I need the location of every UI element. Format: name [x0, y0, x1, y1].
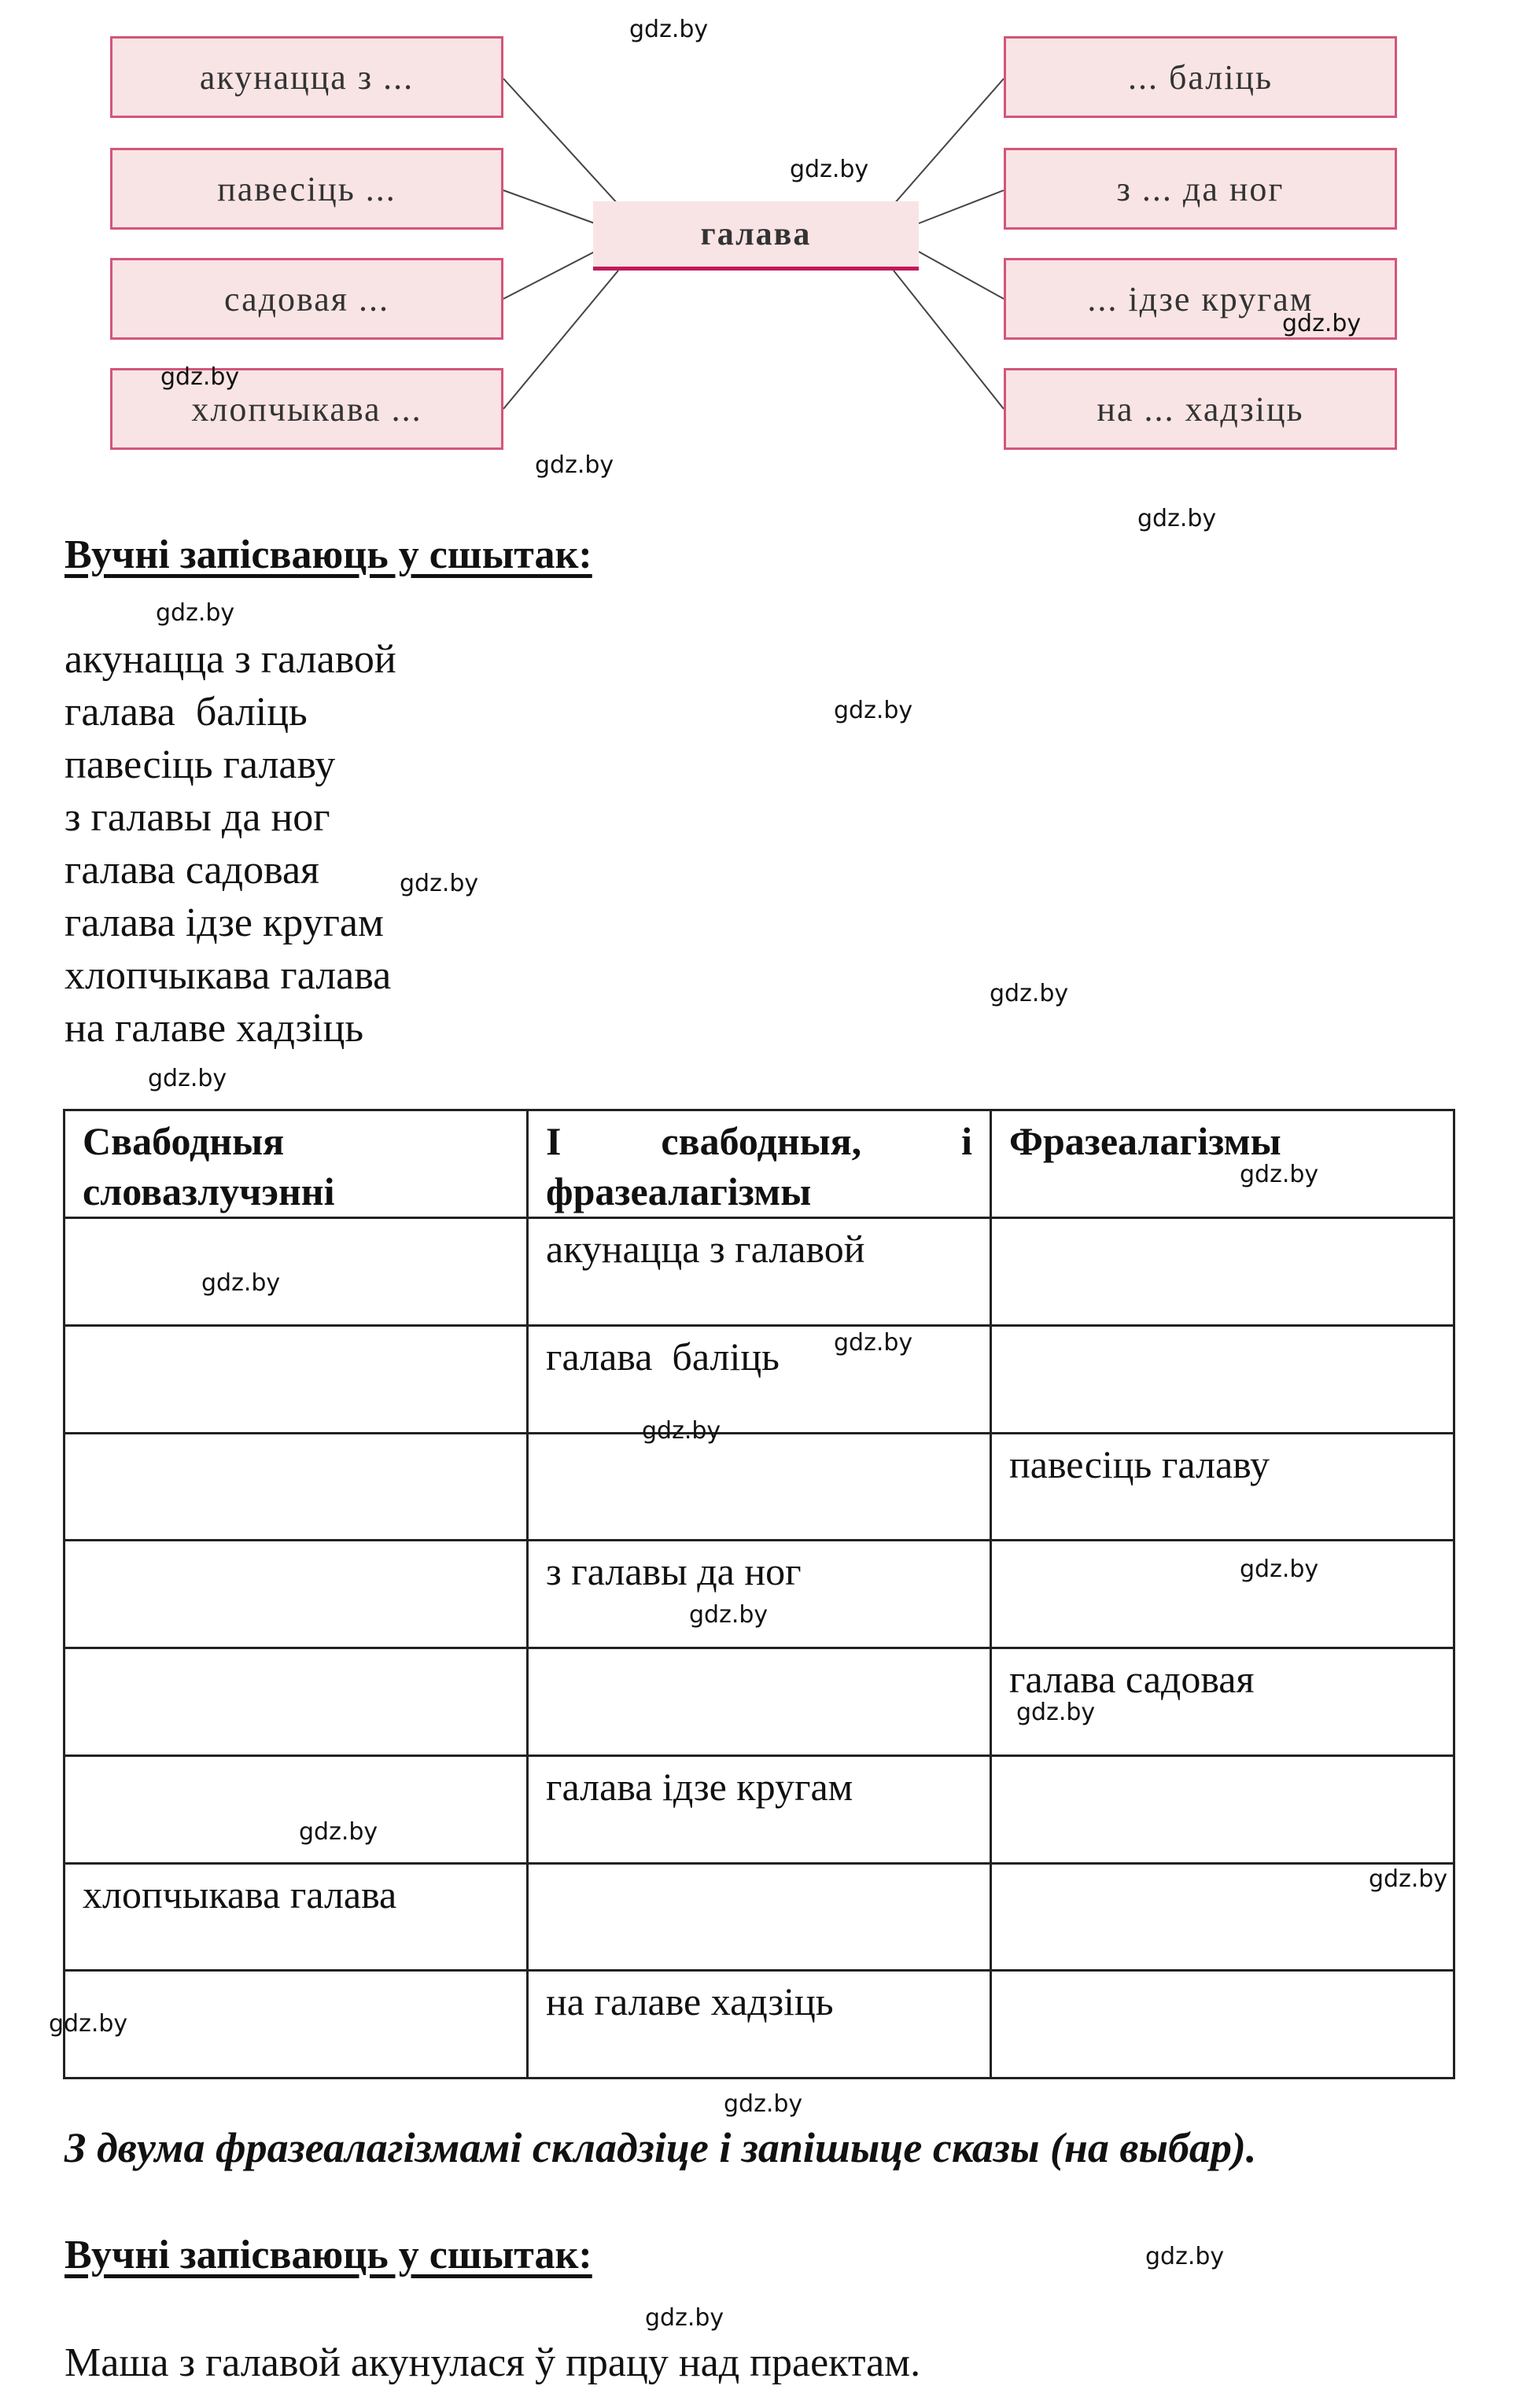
watermark: gdz.by: [1016, 1699, 1096, 1726]
table-row: [65, 1648, 1454, 1756]
list-item: галава садовая: [65, 848, 319, 893]
table-cell: [65, 1218, 528, 1326]
watermark: gdz.by: [689, 1601, 769, 1629]
watermark: gdz.by: [1369, 1865, 1448, 1893]
watermark: gdz.by: [535, 451, 614, 479]
table-cell: [65, 1433, 528, 1541]
watermark: gdz.by: [990, 980, 1069, 1007]
header-free-phrases: Свабодныя словазлучэнні: [65, 1110, 528, 1218]
table-cell: [65, 1541, 528, 1648]
table-cell: галава садовая: [991, 1648, 1454, 1756]
list-item: галава ідзе кругам: [65, 900, 384, 945]
heading-notebook-1: Вучні запісваюць у сшытак:: [65, 532, 592, 577]
table-cell: [65, 1755, 528, 1863]
task-instruction: З двума фразеалагізмамі складзіце і запішыце сказы (на выбар).: [65, 2124, 1257, 2171]
watermark: gdz.by: [156, 599, 235, 627]
table-cell: акунацца з галавой: [528, 1218, 991, 1326]
table-cell: [991, 1218, 1454, 1326]
header-both-part3: і: [961, 1119, 972, 1163]
table-cell: [528, 1648, 991, 1756]
table-cell: [991, 1541, 1454, 1648]
watermark: gdz.by: [642, 1417, 721, 1445]
watermark: gdz.by: [1145, 2243, 1225, 2270]
diagram-right-box-3: ... ідзе кругам: [1004, 258, 1397, 340]
header-both-part2: свабодныя,: [661, 1119, 862, 1163]
table-cell: хлопчыкава галава: [65, 1863, 528, 1971]
diagram-left-box-1: акунацца з ...: [110, 36, 503, 118]
diagram-center-box: галава: [593, 201, 919, 271]
diagram-left-box-4: хлопчыкава ...: [110, 368, 503, 450]
watermark: gdz.by: [1137, 505, 1217, 532]
table-cell: [991, 1325, 1454, 1433]
table-cell: галава ідзе кругам: [528, 1755, 991, 1863]
table-cell: з галавы да ног: [528, 1541, 991, 1648]
table-cell: [65, 1325, 528, 1433]
watermark: gdz.by: [49, 2010, 128, 2038]
heading-notebook-2: Вучні запісваюць у сшытак:: [65, 2233, 592, 2277]
watermark: gdz.by: [400, 870, 479, 897]
table-cell: павесіць галаву: [991, 1433, 1454, 1541]
watermark: gdz.by: [201, 1269, 281, 1297]
watermark: gdz.by: [1240, 1161, 1319, 1188]
header-both-part1: І: [546, 1119, 562, 1163]
table-row: [65, 1325, 1454, 1433]
list-item: хлопчыкава галава: [65, 953, 392, 998]
diagram-left-box-3: садовая ...: [110, 258, 503, 340]
table-cell: [991, 1755, 1454, 1863]
table-row: [65, 1755, 1454, 1863]
list-item: галава баліць: [65, 690, 308, 735]
watermark: gdz.by: [645, 2304, 724, 2332]
table-cell: галава баліць: [528, 1325, 991, 1433]
watermark: gdz.by: [299, 1818, 378, 1846]
table-cell: [65, 1648, 528, 1756]
header-both-line2: фразеалагізмы: [546, 1169, 812, 1213]
watermark: gdz.by: [148, 1065, 227, 1092]
watermark: gdz.by: [629, 16, 709, 43]
table-row: [65, 1971, 1454, 2078]
watermark: gdz.by: [834, 1329, 913, 1357]
table-cell: [991, 1971, 1454, 2078]
watermark: gdz.by: [1240, 1556, 1319, 1583]
table-cell: [528, 1433, 991, 1541]
diagram-right-box-4: на ... хадзіць: [1004, 368, 1397, 450]
classification-table: [63, 1109, 1455, 2079]
watermark: gdz.by: [160, 363, 240, 391]
watermark: gdz.by: [790, 156, 869, 183]
header-phraseologisms: Фразеалагізмы: [991, 1110, 1454, 1218]
list-item: акунацца з галавой: [65, 637, 396, 682]
watermark: gdz.by: [1282, 310, 1362, 337]
table-cell: на галаве хадзіць: [528, 1971, 991, 2078]
list-item: на галаве хадзіць: [65, 1006, 364, 1051]
diagram-left-box-2: павесіць ...: [110, 148, 503, 230]
list-item: з галавы да ног: [65, 795, 330, 840]
diagram-right-box-1: ... баліць: [1004, 36, 1397, 118]
diagram-right-box-2: з ... да ног: [1004, 148, 1397, 230]
watermark: gdz.by: [834, 697, 913, 724]
watermark: gdz.by: [724, 2090, 803, 2118]
phrase-list: [65, 633, 396, 1055]
table-cell: [65, 1971, 528, 2078]
table-row: [65, 1433, 1454, 1541]
answer-sentence: Маша з галавой акунулася ў працу над праектам.: [65, 2340, 921, 2385]
table-cell: [528, 1863, 991, 1971]
header-both: [528, 1110, 991, 1218]
list-item: павесіць галаву: [65, 742, 336, 787]
table-row: [65, 1863, 1454, 1971]
